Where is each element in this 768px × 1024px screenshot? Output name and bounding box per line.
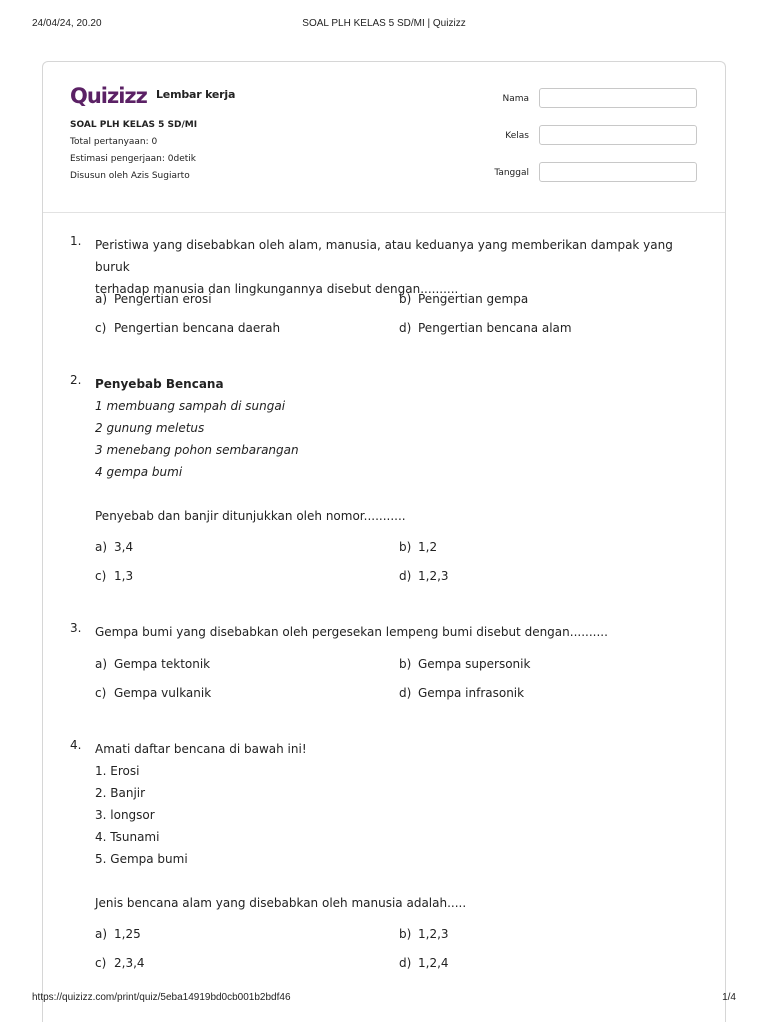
option-text: Pengertian bencana daerah xyxy=(114,321,281,335)
option-b xyxy=(399,292,528,306)
option-text: 1,2,3 xyxy=(418,569,449,583)
quiz-title: SOAL PLH KELAS 5 SD/MI xyxy=(70,120,198,130)
field-nama xyxy=(487,88,697,125)
option-a xyxy=(95,657,210,671)
student-fields xyxy=(487,88,697,199)
question-item: 3 menebang pohon sembarangan xyxy=(95,443,299,457)
option-text: 2,3,4 xyxy=(114,956,145,970)
print-header xyxy=(32,18,736,32)
option-a xyxy=(95,292,212,306)
option-d xyxy=(399,686,524,700)
question-heading: Penyebab Bencana xyxy=(95,377,224,391)
option-letter: b) xyxy=(399,540,412,554)
worksheet xyxy=(42,61,726,1022)
question-line: 3. longsor xyxy=(95,808,155,822)
option-text: Pengertian bencana alam xyxy=(418,321,572,335)
option-text: Pengertian erosi xyxy=(114,292,212,306)
question-number: 3. xyxy=(70,621,82,635)
question-line: Amati daftar bencana di bawah ini! xyxy=(95,742,307,756)
worksheet-label: Lembar kerja xyxy=(156,88,236,101)
option-a xyxy=(95,540,133,554)
option-c xyxy=(95,686,211,700)
option-letter: c) xyxy=(95,569,107,583)
option-text: 3,4 xyxy=(114,540,134,554)
quizizz-logo xyxy=(70,82,152,108)
question-number: 1. xyxy=(70,234,82,248)
question-text xyxy=(95,738,697,914)
option-b xyxy=(399,540,437,554)
option-letter: a) xyxy=(95,292,108,306)
question-number: 2. xyxy=(70,373,82,387)
option-text: Gempa supersonik xyxy=(418,657,531,671)
question-item: 1 membuang sampah di sungai xyxy=(95,399,286,413)
option-c xyxy=(95,569,133,583)
option-text: 1,25 xyxy=(114,927,141,941)
option-text: Gempa vulkanik xyxy=(114,686,212,700)
field-label: Kelas xyxy=(505,131,529,141)
question-prompt: Penyebab dan banjir ditunjukkan oleh nomor........... xyxy=(95,509,406,523)
option-letter: c) xyxy=(95,956,107,970)
question-line: 5. Gempa bumi xyxy=(95,852,188,866)
option-text: 1,2,4 xyxy=(418,956,449,970)
option-text: Gempa infrasonik xyxy=(418,686,525,700)
option-text: Gempa tektonik xyxy=(114,657,211,671)
option-letter: b) xyxy=(399,927,412,941)
option-text: 1,2 xyxy=(418,540,438,554)
option-text: Pengertian gempa xyxy=(418,292,529,306)
option-letter: d) xyxy=(399,686,412,700)
quizizz-logo-text: Quizizz xyxy=(70,84,147,108)
option-b xyxy=(399,657,530,671)
option-letter: a) xyxy=(95,657,108,671)
option-c xyxy=(95,321,280,335)
option-letter: d) xyxy=(399,956,412,970)
option-letter: c) xyxy=(95,321,107,335)
question-line: 4. Tsunami xyxy=(95,830,160,844)
question-line: 1. Erosi xyxy=(95,764,140,778)
field-label: Tanggal xyxy=(494,168,529,178)
question-line: 2. Banjir xyxy=(95,786,146,800)
option-c xyxy=(95,956,145,970)
option-letter: d) xyxy=(399,321,412,335)
question-item: 2 gunung meletus xyxy=(95,421,205,435)
tanggal-field[interactable] xyxy=(539,162,697,182)
question-prompt: Jenis bencana alam yang disebabkan oleh manusia adalah..... xyxy=(95,896,467,910)
print-datetime: 24/04/24, 20.20 xyxy=(32,18,102,29)
option-text: 1,2,3 xyxy=(418,927,449,941)
option-text: 1,3 xyxy=(114,569,134,583)
question-text xyxy=(95,373,697,527)
kelas-field[interactable] xyxy=(539,125,697,145)
option-letter: b) xyxy=(399,657,412,671)
question-line: Peristiwa yang disebabkan oleh alam, manusia, atau keduanya yang memberikan dampak yang buruk xyxy=(95,238,673,274)
question-text xyxy=(95,234,697,300)
field-tanggal xyxy=(487,162,697,199)
total-questions: Total pertanyaan: 0 xyxy=(70,137,158,147)
field-kelas xyxy=(487,125,697,162)
option-letter: b) xyxy=(399,292,412,306)
option-letter: d) xyxy=(399,569,412,583)
option-letter: a) xyxy=(95,927,108,941)
option-letter: a) xyxy=(95,540,108,554)
print-url: https://quizizz.com/print/quiz/5eba14919bd0cb001b2bdf46 xyxy=(32,992,291,1003)
author: Disusun oleh Azis Sugiarto xyxy=(70,171,190,181)
nama-field[interactable] xyxy=(539,88,697,108)
worksheet-header xyxy=(43,62,725,213)
question-text xyxy=(95,621,697,643)
print-title: SOAL PLH KELAS 5 SD/MI | Quizizz xyxy=(302,18,466,29)
field-label: Nama xyxy=(502,94,529,104)
option-d xyxy=(399,321,572,335)
option-letter: c) xyxy=(95,686,107,700)
quiz-info xyxy=(70,120,197,188)
option-a xyxy=(95,927,141,941)
print-footer xyxy=(32,992,736,1006)
page-number: 1/4 xyxy=(722,992,736,1003)
question-line: terhadap manusia dan lingkungannya disebut dengan.......... xyxy=(95,282,459,296)
option-d xyxy=(399,569,449,583)
estimated-time: Estimasi pengerjaan: 0detik xyxy=(70,154,196,164)
question-number: 4. xyxy=(70,738,82,752)
question-line: Gempa bumi yang disebabkan oleh pergesekan lempeng bumi disebut dengan.......... xyxy=(95,625,608,639)
question-item: 4 gempa bumi xyxy=(95,465,183,479)
option-d xyxy=(399,956,449,970)
option-b xyxy=(399,927,449,941)
